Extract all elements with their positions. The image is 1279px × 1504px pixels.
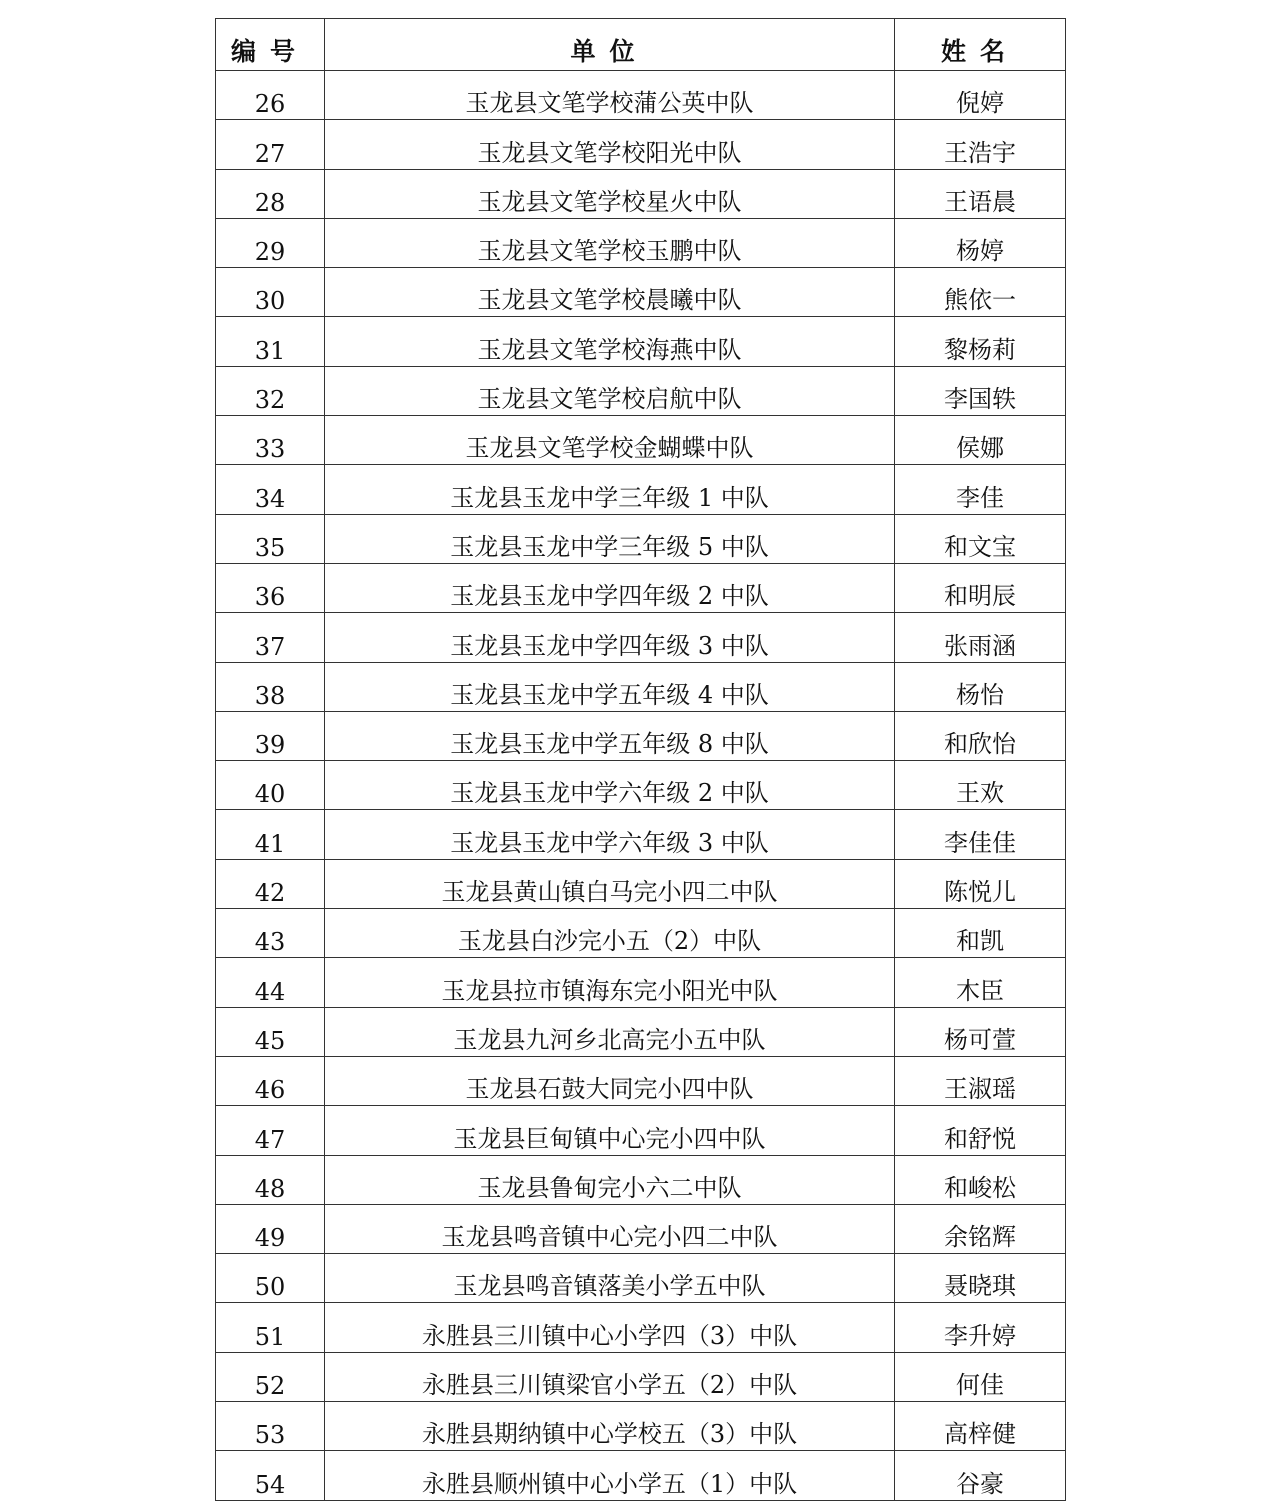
- table-row: [216, 1204, 1066, 1253]
- cell-unit: 永胜县顺州镇中心小学五（1）中队: [325, 1451, 895, 1500]
- cell-unit: 玉龙县玉龙中学三年级 5 中队: [325, 514, 895, 563]
- cell-number: 51: [216, 1303, 325, 1352]
- cell-unit: 玉龙县玉龙中学五年级 4 中队: [325, 662, 895, 711]
- cell-name: 谷豪: [895, 1451, 1066, 1500]
- cell-unit: 玉龙县玉龙中学四年级 2 中队: [325, 563, 895, 612]
- cell-unit: 玉龙县鸣音镇落美小学五中队: [325, 1254, 895, 1303]
- cell-unit: 玉龙县九河乡北高完小五中队: [325, 1007, 895, 1056]
- table-row: [216, 514, 1066, 563]
- cell-unit: 玉龙县玉龙中学五年级 8 中队: [325, 711, 895, 760]
- cell-unit: 玉龙县文笔学校晨曦中队: [325, 268, 895, 317]
- cell-unit: 玉龙县白沙完小五（2）中队: [325, 909, 895, 958]
- cell-name: 王欢: [895, 761, 1066, 810]
- table-row: [216, 859, 1066, 908]
- table-row: [216, 613, 1066, 662]
- cell-name: 余铭辉: [895, 1204, 1066, 1253]
- roster-sheet: [215, 18, 1065, 1501]
- table-row: [216, 958, 1066, 1007]
- cell-number: 41: [216, 810, 325, 859]
- table-row: [216, 1007, 1066, 1056]
- cell-name: 和凯: [895, 909, 1066, 958]
- cell-name: 李升婷: [895, 1303, 1066, 1352]
- table-row: [216, 120, 1066, 169]
- cell-name: 高梓健: [895, 1402, 1066, 1451]
- cell-unit: 玉龙县文笔学校启航中队: [325, 366, 895, 415]
- table-row: [216, 366, 1066, 415]
- cell-unit: 玉龙县文笔学校蒲公英中队: [325, 71, 895, 120]
- table-row: [216, 317, 1066, 366]
- table-row: [216, 1254, 1066, 1303]
- cell-name: 倪婷: [895, 71, 1066, 120]
- cell-name: 侯娜: [895, 416, 1066, 465]
- cell-unit: 玉龙县文笔学校海燕中队: [325, 317, 895, 366]
- table-row: [216, 563, 1066, 612]
- cell-name: 李佳: [895, 465, 1066, 514]
- cell-unit: 玉龙县文笔学校金蝴蝶中队: [325, 416, 895, 465]
- cell-number: 54: [216, 1451, 325, 1500]
- cell-number: 40: [216, 761, 325, 810]
- cell-name: 陈悦儿: [895, 859, 1066, 908]
- cell-number: 30: [216, 268, 325, 317]
- cell-name: 木臣: [895, 958, 1066, 1007]
- roster-table: [215, 18, 1066, 1501]
- table-row: [216, 810, 1066, 859]
- cell-unit: 永胜县三川镇中心小学四（3）中队: [325, 1303, 895, 1352]
- cell-number: 43: [216, 909, 325, 958]
- cell-name: 张雨涵: [895, 613, 1066, 662]
- cell-number: 44: [216, 958, 325, 1007]
- cell-name: 和峻松: [895, 1155, 1066, 1204]
- cell-name: 杨可萱: [895, 1007, 1066, 1056]
- cell-number: 39: [216, 711, 325, 760]
- cell-name: 和舒悦: [895, 1106, 1066, 1155]
- cell-number: 37: [216, 613, 325, 662]
- cell-name: 杨婷: [895, 218, 1066, 267]
- cell-number: 52: [216, 1352, 325, 1401]
- cell-number: 46: [216, 1056, 325, 1105]
- cell-unit: 永胜县三川镇梁官小学五（2）中队: [325, 1352, 895, 1401]
- table-row: [216, 1352, 1066, 1401]
- cell-name: 李国轶: [895, 366, 1066, 415]
- table-row: [216, 1451, 1066, 1500]
- cell-unit: 玉龙县石鼓大同完小四中队: [325, 1056, 895, 1105]
- cell-number: 45: [216, 1007, 325, 1056]
- cell-unit: 玉龙县文笔学校玉鹏中队: [325, 218, 895, 267]
- table-row: [216, 218, 1066, 267]
- table-row: [216, 465, 1066, 514]
- cell-number: 48: [216, 1155, 325, 1204]
- cell-name: 黎杨莉: [895, 317, 1066, 366]
- cell-unit: 玉龙县玉龙中学六年级 3 中队: [325, 810, 895, 859]
- cell-number: 31: [216, 317, 325, 366]
- cell-name: 王浩宇: [895, 120, 1066, 169]
- roster-body: [216, 71, 1066, 1501]
- table-row: [216, 1106, 1066, 1155]
- cell-number: 53: [216, 1402, 325, 1451]
- cell-number: 49: [216, 1204, 325, 1253]
- cell-name: 杨怡: [895, 662, 1066, 711]
- cell-number: 42: [216, 859, 325, 908]
- cell-unit: 玉龙县拉市镇海东完小阳光中队: [325, 958, 895, 1007]
- cell-name: 何佳: [895, 1352, 1066, 1401]
- cell-number: 26: [216, 71, 325, 120]
- cell-unit: 玉龙县文笔学校星火中队: [325, 169, 895, 218]
- cell-unit: 玉龙县玉龙中学四年级 3 中队: [325, 613, 895, 662]
- cell-number: 34: [216, 465, 325, 514]
- cell-name: 王淑瑶: [895, 1056, 1066, 1105]
- cell-number: 47: [216, 1106, 325, 1155]
- cell-number: 33: [216, 416, 325, 465]
- cell-unit: 玉龙县鲁甸完小六二中队: [325, 1155, 895, 1204]
- header-number: 编号: [216, 19, 325, 71]
- table-row: [216, 761, 1066, 810]
- cell-name: 和明辰: [895, 563, 1066, 612]
- table-row: [216, 1056, 1066, 1105]
- table-row: [216, 268, 1066, 317]
- table-row: [216, 909, 1066, 958]
- cell-unit: 玉龙县鸣音镇中心完小四二中队: [325, 1204, 895, 1253]
- cell-unit: 玉龙县黄山镇白马完小四二中队: [325, 859, 895, 908]
- table-row: [216, 662, 1066, 711]
- table-row: [216, 71, 1066, 120]
- cell-number: 27: [216, 120, 325, 169]
- cell-unit: 玉龙县文笔学校阳光中队: [325, 120, 895, 169]
- header-unit: 单位: [325, 19, 895, 71]
- table-row: [216, 711, 1066, 760]
- cell-number: 32: [216, 366, 325, 415]
- cell-name: 李佳佳: [895, 810, 1066, 859]
- cell-unit: 玉龙县玉龙中学六年级 2 中队: [325, 761, 895, 810]
- cell-unit: 玉龙县玉龙中学三年级 1 中队: [325, 465, 895, 514]
- table-row: [216, 169, 1066, 218]
- cell-unit: 玉龙县巨甸镇中心完小四中队: [325, 1106, 895, 1155]
- cell-name: 和欣怡: [895, 711, 1066, 760]
- table-row: [216, 1155, 1066, 1204]
- cell-unit: 永胜县期纳镇中心学校五（3）中队: [325, 1402, 895, 1451]
- cell-name: 聂晓琪: [895, 1254, 1066, 1303]
- cell-number: 38: [216, 662, 325, 711]
- cell-number: 28: [216, 169, 325, 218]
- table-row: [216, 1303, 1066, 1352]
- table-row: [216, 1402, 1066, 1451]
- cell-number: 36: [216, 563, 325, 612]
- cell-number: 29: [216, 218, 325, 267]
- header-name: 姓名: [895, 19, 1066, 71]
- cell-name: 熊依一: [895, 268, 1066, 317]
- header-row: [216, 19, 1066, 71]
- cell-number: 35: [216, 514, 325, 563]
- cell-name: 王语晨: [895, 169, 1066, 218]
- cell-name: 和文宝: [895, 514, 1066, 563]
- cell-number: 50: [216, 1254, 325, 1303]
- table-row: [216, 416, 1066, 465]
